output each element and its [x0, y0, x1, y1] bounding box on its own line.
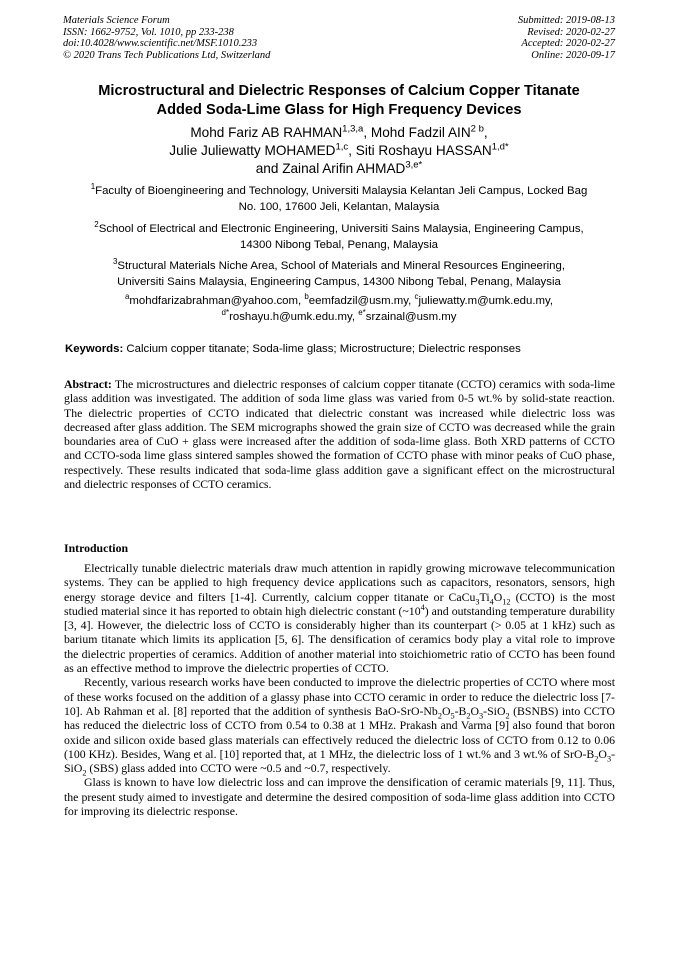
submitted-date: Submitted: 2019-08-13: [517, 15, 615, 26]
revised-date: Revised: 2020-02-27: [527, 26, 615, 38]
author-list: Mohd Fariz AB RAHMAN$^{1,3,a}$, Mohd Fadzil $AIN^{2 b}$, Julie Juliewatty MOHAMED$^{1,c}$, Siti Roshayu $HASSAN^{1,d*}$ and Zainal Arifin $AHMAD^{3,e*}$: [169, 123, 509, 176]
email-link[interactable]: juliewatty.m@umk.edu.my,: [418, 295, 554, 307]
email-link[interactable]: srzainal@usm.my: [365, 311, 457, 323]
journal-name: Materials Science Forum: [63, 15, 170, 26]
affiliation-1: $^1$Faculty of Bioengineering and Technology, Universiti Malaysia Kelantan Jeli Campus, Locked Bag No. 100, 17600 Jeli, Kelantan, Malaysia: [90, 182, 588, 213]
paragraph: Electrically tunable dielectric materials draw much attention in rapidly growing microwave telecommunication systems. They can be applied to high frequency device applications such as capacitors, resonators, sensors, high energy storage device and filters [1-4]. Currently, calcium copper titanate or $CaCu_3Ti_4O_{12}$ (CCTO) is the most studied material since it has reported to obtain high dielectric constant $(\sim 10^4)$ and outstanding temperature durability [3, 4]. However, the dielectric loss of CCTO is considerably higher than its counterpart (> 0.05 at 1 kHz) such as barium titanate which limits its application [5, 6]. The densification of ceramics body play a vital role to improve the dielectric properties of ceramics. Addition of another material into stoichiometric ratio of CCTO has been found as an effective method to improve the dielectric properties of CCTO.: [64, 561, 615, 676]
email-link[interactable]: mohdfarizabrahman@yahoo.com,: [129, 295, 302, 307]
section-heading-introduction: Introduction: [64, 541, 129, 555]
author-name: Julie Juliewatty MOHAMED: [169, 143, 336, 158]
abstract-label: Abstract:: [64, 377, 112, 391]
author-name: Zainal Arifin AHMAD: [282, 161, 406, 176]
online-date: Online: 2020-09-17: [531, 49, 615, 61]
paper-title: Microstructural and Dielectric Responses of Calcium Copper Titanate Added Soda-Lime Glass for High Frequency Devices: [98, 83, 580, 118]
doi-line: doi:10.4028/www.scientific.net/MSF.1010.233: [63, 38, 258, 50]
affiliation-3: $^3$Structural Materials Niche Area, School of Materials and Mineral Resources Engineering, Universiti Sains Malaysia, Engineering Campus, 14300 Nibong Tebal, Penang, Malaysia: [112, 257, 566, 288]
paragraph: Glass is known to have low dielectric loss and can improve the densification of ceramic materials [9, 11]. Thus, the present study aimed to investigate and determine the desired composition of soda-lime glass addition into CCTO for improving its dielectric response.: [64, 775, 615, 819]
email-link[interactable]: roshayu.h@umk.edu.my,: [229, 311, 356, 323]
author-name: Mohd Fariz AB RAHMAN: [190, 125, 343, 140]
introduction-body: [64, 561, 615, 818]
author-emails: $^a$mohdfarizabrahman@yahoo.com, $^b$eemfadzil@usm.my, $^c$juliewatty.m@umk.edu.my, $^{d*}$roshayu.h@umk.edu.my, $^{e*}$srzainal@usm.my: [124, 292, 554, 323]
accepted-date: Accepted: 2020-02-27: [521, 38, 615, 50]
issn-line: ISSN: 1662-9752, Vol. 1010, pp 233-238: [63, 26, 234, 38]
copyright-line: © 2020 Trans Tech Publications Ltd, Switzerland: [63, 49, 271, 61]
email-link[interactable]: eemfadzil@usm.my,: [308, 295, 412, 307]
paragraph: Recently, various research works have been conducted to improve the dielectric properties of CCTO where most of these works focused on the addition of a glassy phase into CCTO ceramic in order to reduce the dielectric loss [7-10]. Ab Rahman et al. [8] reported that the addition of synthesis BaO-$SrO-Nb_2O_5-B_2O_3-SiO_2$ (BSNBS) into CCTO has reduced the dielectric loss of CCTO from 0.54 to 0.38 at 1 MHz. Prakash and Varma [9] also found that boron oxide and silicon oxide based glass materials can effectively reduced the dielectric loss of CCTO from 0.12 to 0.06 (100 KHz). Besides, Wang et al. [10] reported that, at 1 MHz, the dielectric loss of 1 wt.% and 3 wt.% of SrO-$B_2O_3-SiO_2$ (SBS) glass added into CCTO were ~0.5 and ~0.7, respectively.: [64, 675, 616, 778]
abstract-text: The microstructures and dielectric responses of calcium copper titanate (CCTO) ceramics with soda-lime glass addition was investigated. The addition of soda lime glass was varied from 0-5 wt.% by solid-state reaction. The dielectric properties of CCTO indicated that dielectric constant was increased while dielectric loss was decreased after glass addition. The SEM micrographs showed the grain size of CCTO was decreased while the grain boundaries area of CuO + glass were increased after the addition of soda-lime glass. Both XRD patterns of CCTO and CCTO-soda lime glass sintered samples showed the formation of CCTO phase with minor peaks of CuO phase, respectively. These results indicated that soda-lime glass addition gave a significant effect on the microstructural and dielectric responses of CCTO ceramics.: [64, 377, 615, 492]
abstract: [64, 377, 615, 491]
author-name: Siti Roshayu HASSAN: [355, 143, 492, 158]
author-name: Mohd Fadzil AIN: [370, 125, 471, 140]
keywords: [65, 343, 615, 355]
keywords-label: Keywords:: [65, 343, 124, 355]
dates-header: [518, 15, 615, 61]
keywords-text: Calcium copper titanate; Soda-lime glass; Microstructure; Dielectric responses: [126, 343, 521, 355]
affiliation-2: $^2$School of Electrical and Electronic Engineering, Universiti Sains Malaysia, Engineering Campus, 14300 Nibong Tebal, Penang, Malaysia: [94, 220, 584, 251]
journal-header: [63, 15, 270, 61]
